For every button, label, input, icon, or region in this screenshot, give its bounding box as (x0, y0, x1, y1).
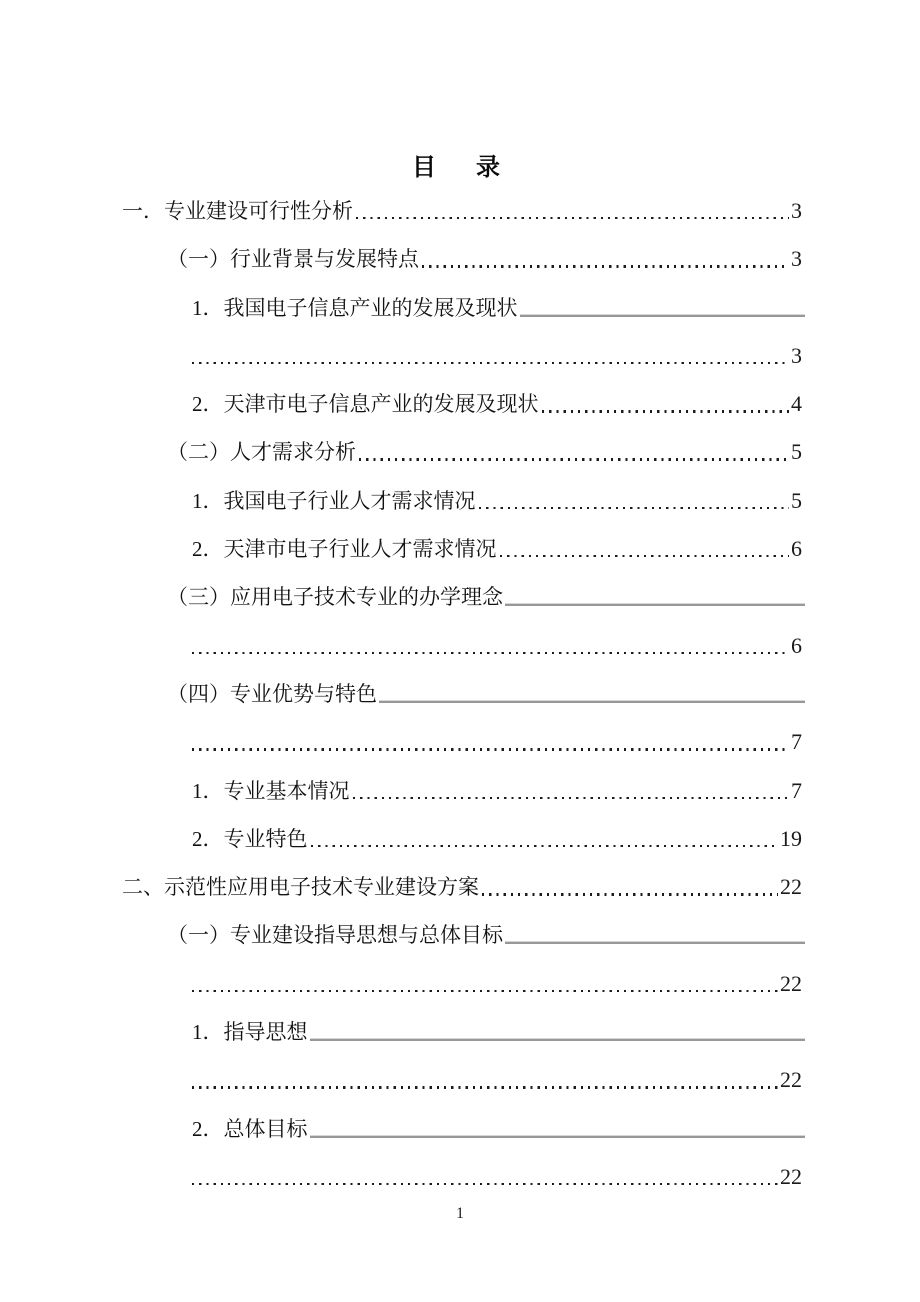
dot-leader (311, 825, 779, 853)
toc-page-number: 3 (791, 198, 802, 223)
dot-leader (192, 342, 789, 370)
toc-entry[interactable] (122, 1115, 802, 1163)
toc-entry[interactable] (122, 1018, 802, 1066)
underline-rule (310, 1115, 803, 1143)
toc-page-number: 5 (791, 487, 802, 513)
dot-leader (192, 970, 778, 998)
dot-leader (482, 873, 778, 901)
toc-entry[interactable] (122, 873, 802, 921)
toc-continuation-row[interactable] (122, 970, 802, 1018)
table-of-contents (122, 197, 802, 1211)
toc-entry-text: 一．专业建设可行性分析 (122, 199, 353, 223)
dot-leader (422, 245, 789, 273)
toc-entry-text: 2．专业特色 (192, 826, 308, 851)
dot-leader (479, 487, 790, 515)
toc-continuation-row[interactable] (122, 728, 802, 776)
toc-page-number: 5 (791, 439, 802, 465)
dot-leader (192, 728, 789, 756)
toc-entry[interactable] (122, 487, 802, 535)
toc-entry-text: 1．指导思想 (192, 1020, 308, 1045)
toc-entry-text: （四）专业优势与特色 (167, 681, 377, 706)
toc-entry-text: 2．总体目标 (192, 1116, 308, 1141)
toc-page-number: 22 (780, 970, 802, 996)
toc-page-number: 19 (780, 825, 802, 851)
toc-entry[interactable] (122, 438, 802, 486)
toc-entry-text: （一）行业背景与发展特点 (167, 247, 419, 272)
toc-page-number: 7 (791, 729, 802, 755)
toc-entry[interactable] (122, 294, 802, 342)
toc-title: 目 录 (412, 155, 508, 181)
page-number-footer: 1 (456, 1205, 464, 1222)
toc-continuation-row[interactable] (122, 632, 802, 680)
toc-continuation-row[interactable] (122, 1163, 802, 1211)
toc-page-number: 22 (780, 1067, 802, 1093)
dot-leader (192, 632, 789, 660)
dot-leader (192, 1066, 778, 1094)
toc-entry[interactable] (122, 680, 802, 728)
toc-page-number: 3 (791, 246, 802, 272)
dot-leader (353, 777, 790, 805)
dot-leader (500, 535, 790, 563)
toc-entry[interactable] (122, 777, 802, 825)
underline-rule (520, 294, 803, 322)
toc-page-number: 4 (791, 391, 802, 417)
dot-leader (192, 1163, 778, 1191)
toc-continuation-row[interactable] (122, 1066, 802, 1114)
toc-entry-text: 1．我国电子行业人才需求情况 (192, 488, 476, 513)
toc-page-number: 22 (780, 874, 802, 900)
toc-page-number: 6 (791, 536, 802, 562)
toc-page-number: 6 (791, 632, 802, 658)
toc-entry[interactable] (122, 245, 802, 293)
toc-continuation-row[interactable] (122, 342, 802, 390)
toc-entry-text: （一）专业建设指导思想与总体目标 (167, 923, 503, 948)
toc-entry[interactable] (122, 535, 802, 583)
toc-entry[interactable] (122, 825, 802, 873)
toc-entry-text: 二、示范性应用电子技术专业建设方案 (122, 875, 479, 900)
toc-entry[interactable] (122, 921, 802, 969)
underline-rule (505, 921, 802, 949)
underline-rule (379, 680, 802, 708)
toc-entry-text: 1．我国电子信息产业的发展及现状 (192, 295, 518, 320)
underline-rule (310, 1018, 803, 1046)
toc-entry-text: 2．天津市电子行业人才需求情况 (192, 537, 497, 562)
dot-leader (359, 438, 789, 466)
toc-entry-text: 1．专业基本情况 (192, 778, 350, 803)
dot-leader (542, 390, 790, 418)
toc-entry-text: （二）人才需求分析 (167, 440, 356, 465)
toc-page-number: 7 (791, 777, 802, 803)
toc-entry[interactable] (122, 197, 802, 245)
toc-page-number: 22 (780, 1163, 802, 1189)
underline-rule (505, 583, 802, 611)
toc-entry[interactable] (122, 583, 802, 631)
toc-entry[interactable] (122, 390, 802, 438)
dot-leader (356, 197, 789, 225)
toc-entry-text: （三）应用电子技术专业的办学理念 (167, 585, 503, 610)
toc-entry-text: 2．天津市电子信息产业的发展及现状 (192, 392, 539, 417)
toc-page-number: 3 (791, 342, 802, 368)
